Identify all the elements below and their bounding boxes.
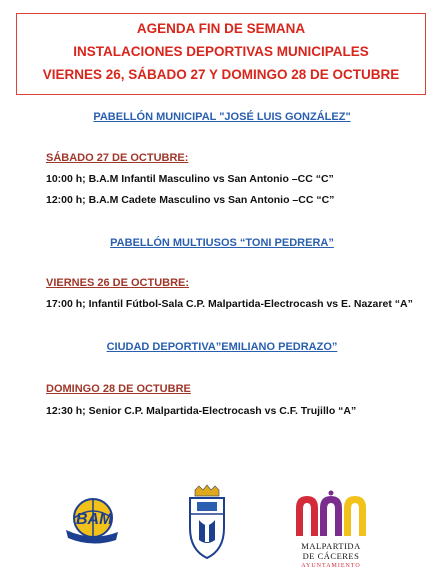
bam-logo-text: BAM: [76, 511, 113, 528]
agenda-subtitle: INSTALACIONES DEPORTIVAS MUNICIPALES: [73, 44, 369, 59]
council-name-line3: AYUNTAMIENTO: [301, 563, 361, 569]
agenda-header-box: [16, 13, 426, 95]
agenda-title: AGENDA FIN DE SEMANA: [136, 21, 306, 36]
ayuntamiento-arches-icon: [290, 490, 372, 536]
day-heading-domingo: DOMINGO 28 DE OCTUBRE: [46, 383, 191, 395]
council-name-line2: DE CÁCERES: [302, 551, 360, 561]
event-item: 12:00 h; B.A.M Cadete Masculino vs San Antonio –CC “C”: [46, 194, 335, 206]
malpartida-coat-of-arms-icon: [185, 484, 229, 560]
bam-basketball-logo-icon: [62, 496, 120, 546]
venue-title-toni-pedrera: PABELLÓN MULTIUSOS “TONI PEDRERA”: [110, 237, 334, 249]
venue-title-emiliano-pedrazo: CIUDAD DEPORTIVA”EMILIANO PEDRAZO”: [106, 341, 338, 353]
event-item: 10:00 h; B.A.M Infantil Masculino vs San Antonio –CC “C”: [46, 173, 334, 185]
agenda-dates: VIERNES 26, SÁBADO 27 Y DOMINGO 28 DE OCTUBRE: [42, 67, 400, 82]
venue-title-jose-luis-gonzalez: PABELLÓN MUNICIPAL "JOSÉ LUIS GONZÁLEZ": [93, 111, 351, 123]
event-item: 12:30 h; Senior C.P. Malpartida-Electrocash vs C.F. Trujillo “A”: [46, 405, 357, 417]
day-heading-viernes: VIERNES 26 DE OCTUBRE:: [46, 277, 190, 289]
day-heading-sabado: SÁBADO 27 DE OCTUBRE:: [46, 152, 189, 164]
event-item: 17:00 h; Infantil Fútbol-Sala C.P. Malpartida-Electrocash vs E. Nazaret “A”: [46, 298, 413, 310]
council-name-line1: MALPARTIDA: [301, 541, 361, 551]
ayuntamiento-logo: [290, 490, 372, 570]
